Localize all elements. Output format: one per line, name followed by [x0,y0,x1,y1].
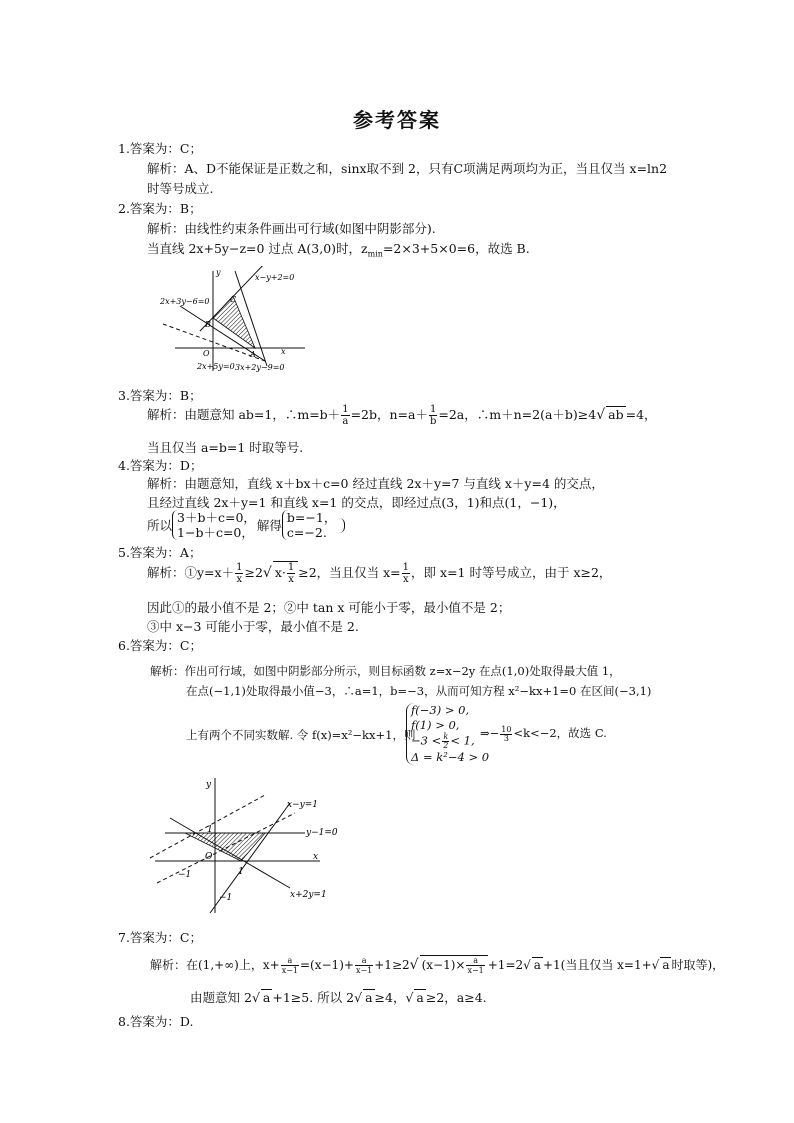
x-tick-1: 1 [238,867,244,877]
label-point-b: B [205,320,211,329]
label-3x-2y-9: 3x+2y−9=0 [235,363,285,372]
q1-explanation-line2: 时等号成立. [147,181,214,196]
q6-explanation-line1: 解析：作出可行域，如图中阴影部分所示，则目标函数 z=x−2y 在点(1,0)处取得最大值 1， [150,664,621,678]
q5-answer: 5.答案为：A； [118,545,202,560]
y-tick-1: 1 [207,825,213,835]
q6-explanation-line2: 在点(−1,1)处取得最小值−3，∴a=1，b=−3，从而可知方程 x²−kx+1=0 在区间(−3,1) [186,684,652,698]
q3-explanation-line1: 解析：由题意知 ab=1，∴m=b＋ $\frac{1}{a}$ =2b，n=a＋ $\frac{1}{b}$ =2a，∴m＋n=2(a＋b)≥4√ ab =4， [147,404,657,427]
q6-answer: 6.答案为：C； [118,638,202,653]
label-x-y-1: x−y=1 [287,800,318,810]
label-2x-5y: 2x+5y=0 [197,362,235,371]
q7-answer: 7.答案为：C； [118,930,202,945]
q2-explanation-line2: 当直线 2x+5y−z=0 过点 A(3,0)时，$z_{min}=2\times 3+5\times 0=6$，故选 B. [147,241,530,259]
q4-explanation-line1: 解析：由题意知，直线 x＋bx＋c=0 经过直线 2x＋y=7 与直线 x＋y=4 的交点， [147,476,604,491]
q1-answer: 1.答案为：C； [118,141,202,156]
label-origin: O [205,852,213,862]
label-origin: O [203,349,210,358]
q2-feasible-region-figure [155,266,315,376]
q3-answer: 3.答案为：B； [118,388,202,403]
y-axis-label: y [206,780,212,790]
q7-explanation-line2: 由题意知 2√ a +1≥5. 所以 2√ a ≥4，√ a ≥2，a≥4. [190,990,487,1005]
q1-explanation-line1: 解析：A、D不能保证是正数之和，sinx取不到 2，只有C项满足两项均为正，当且仅当 x=ln2 [147,161,668,176]
q3-explanation-line2: 当且仅当 a=b=1 时取等号. [147,440,304,455]
q4-answer: 4.答案为：D； [118,458,203,473]
q6-conclusion: ⇒− $\frac{10}{3}$ <k<−2，故选 C. [480,724,607,743]
label-2x-3y-6: 2x+3y−6=0 [160,297,210,306]
label-point-c: C [230,295,237,304]
q2-answer: 2.答案为：B； [118,201,202,216]
y-axis-label: y [216,268,221,277]
q8-answer: 8.答案为：D. [118,1014,194,1029]
page-title: 参考答案 [353,108,441,132]
label-point-a: A [250,350,256,359]
x-axis-label: x [313,852,319,862]
label-x-2y-1: x+2y=1 [290,890,327,900]
q4-explanation-line2: 且经过直线 2x＋y=1 和直线 x=1 的交点，即经过点(3，1)和点(1，−1)， [147,495,566,510]
q5-explanation-line2: 因此①的最小值不是 2；②中 tan x 可能小于零，最小值不是 2； [147,600,511,615]
x-axis-label: x [281,347,286,356]
q5-explanation-line3: ③中 x−3 可能小于零，最小值不是 2. [147,619,359,634]
y-tick-neg1: −1 [219,893,233,903]
x-tick-neg1: −1 [178,870,192,880]
q5-explanation-line1: 解析：①y=x＋ $\frac{1}{x}$ ≥2√ x· $\frac{1}{x}$ ≥2，当且仅当 x= $\frac{1}{x}$ ，即 x=1 时等号成立，由于 x≥2， [147,562,612,585]
label-y-1: y−1=0 [306,828,338,838]
q6-explanation-line3: 上有两个不同实数解. 令 f(x)=x²−kx+1，则 [186,728,416,742]
label-x-y-2: x−y+2=0 [255,273,295,282]
q7-explanation-line1: 解析：在(1,+∞)上，x+ $\frac{a}{x-1}$ =(x−1)+ $\frac{a}{x-1}$ +1≥2√ (x−1)× $\frac{a}{x-1}$ +1=2√ a +1(当且仅当 x=1+√ a 时取等)， [150,956,725,975]
q4-explanation-line3: 所以 3＋b＋c=0， 1−b＋c=0， 解得 b=−1， c=−2. [147,510,345,540]
q6-condition-system: f(−3) > 0, f(1) > 0, −3 < $\frac{k}{2}$ < 1, Δ = k²−4 > 0 [406,703,489,765]
q2-explanation-line1: 解析：由线性约束条件画出可行域(如图中阴影部分). [147,221,436,236]
shaded-region [185,833,265,861]
q6-feasible-region-figure [145,773,345,923]
